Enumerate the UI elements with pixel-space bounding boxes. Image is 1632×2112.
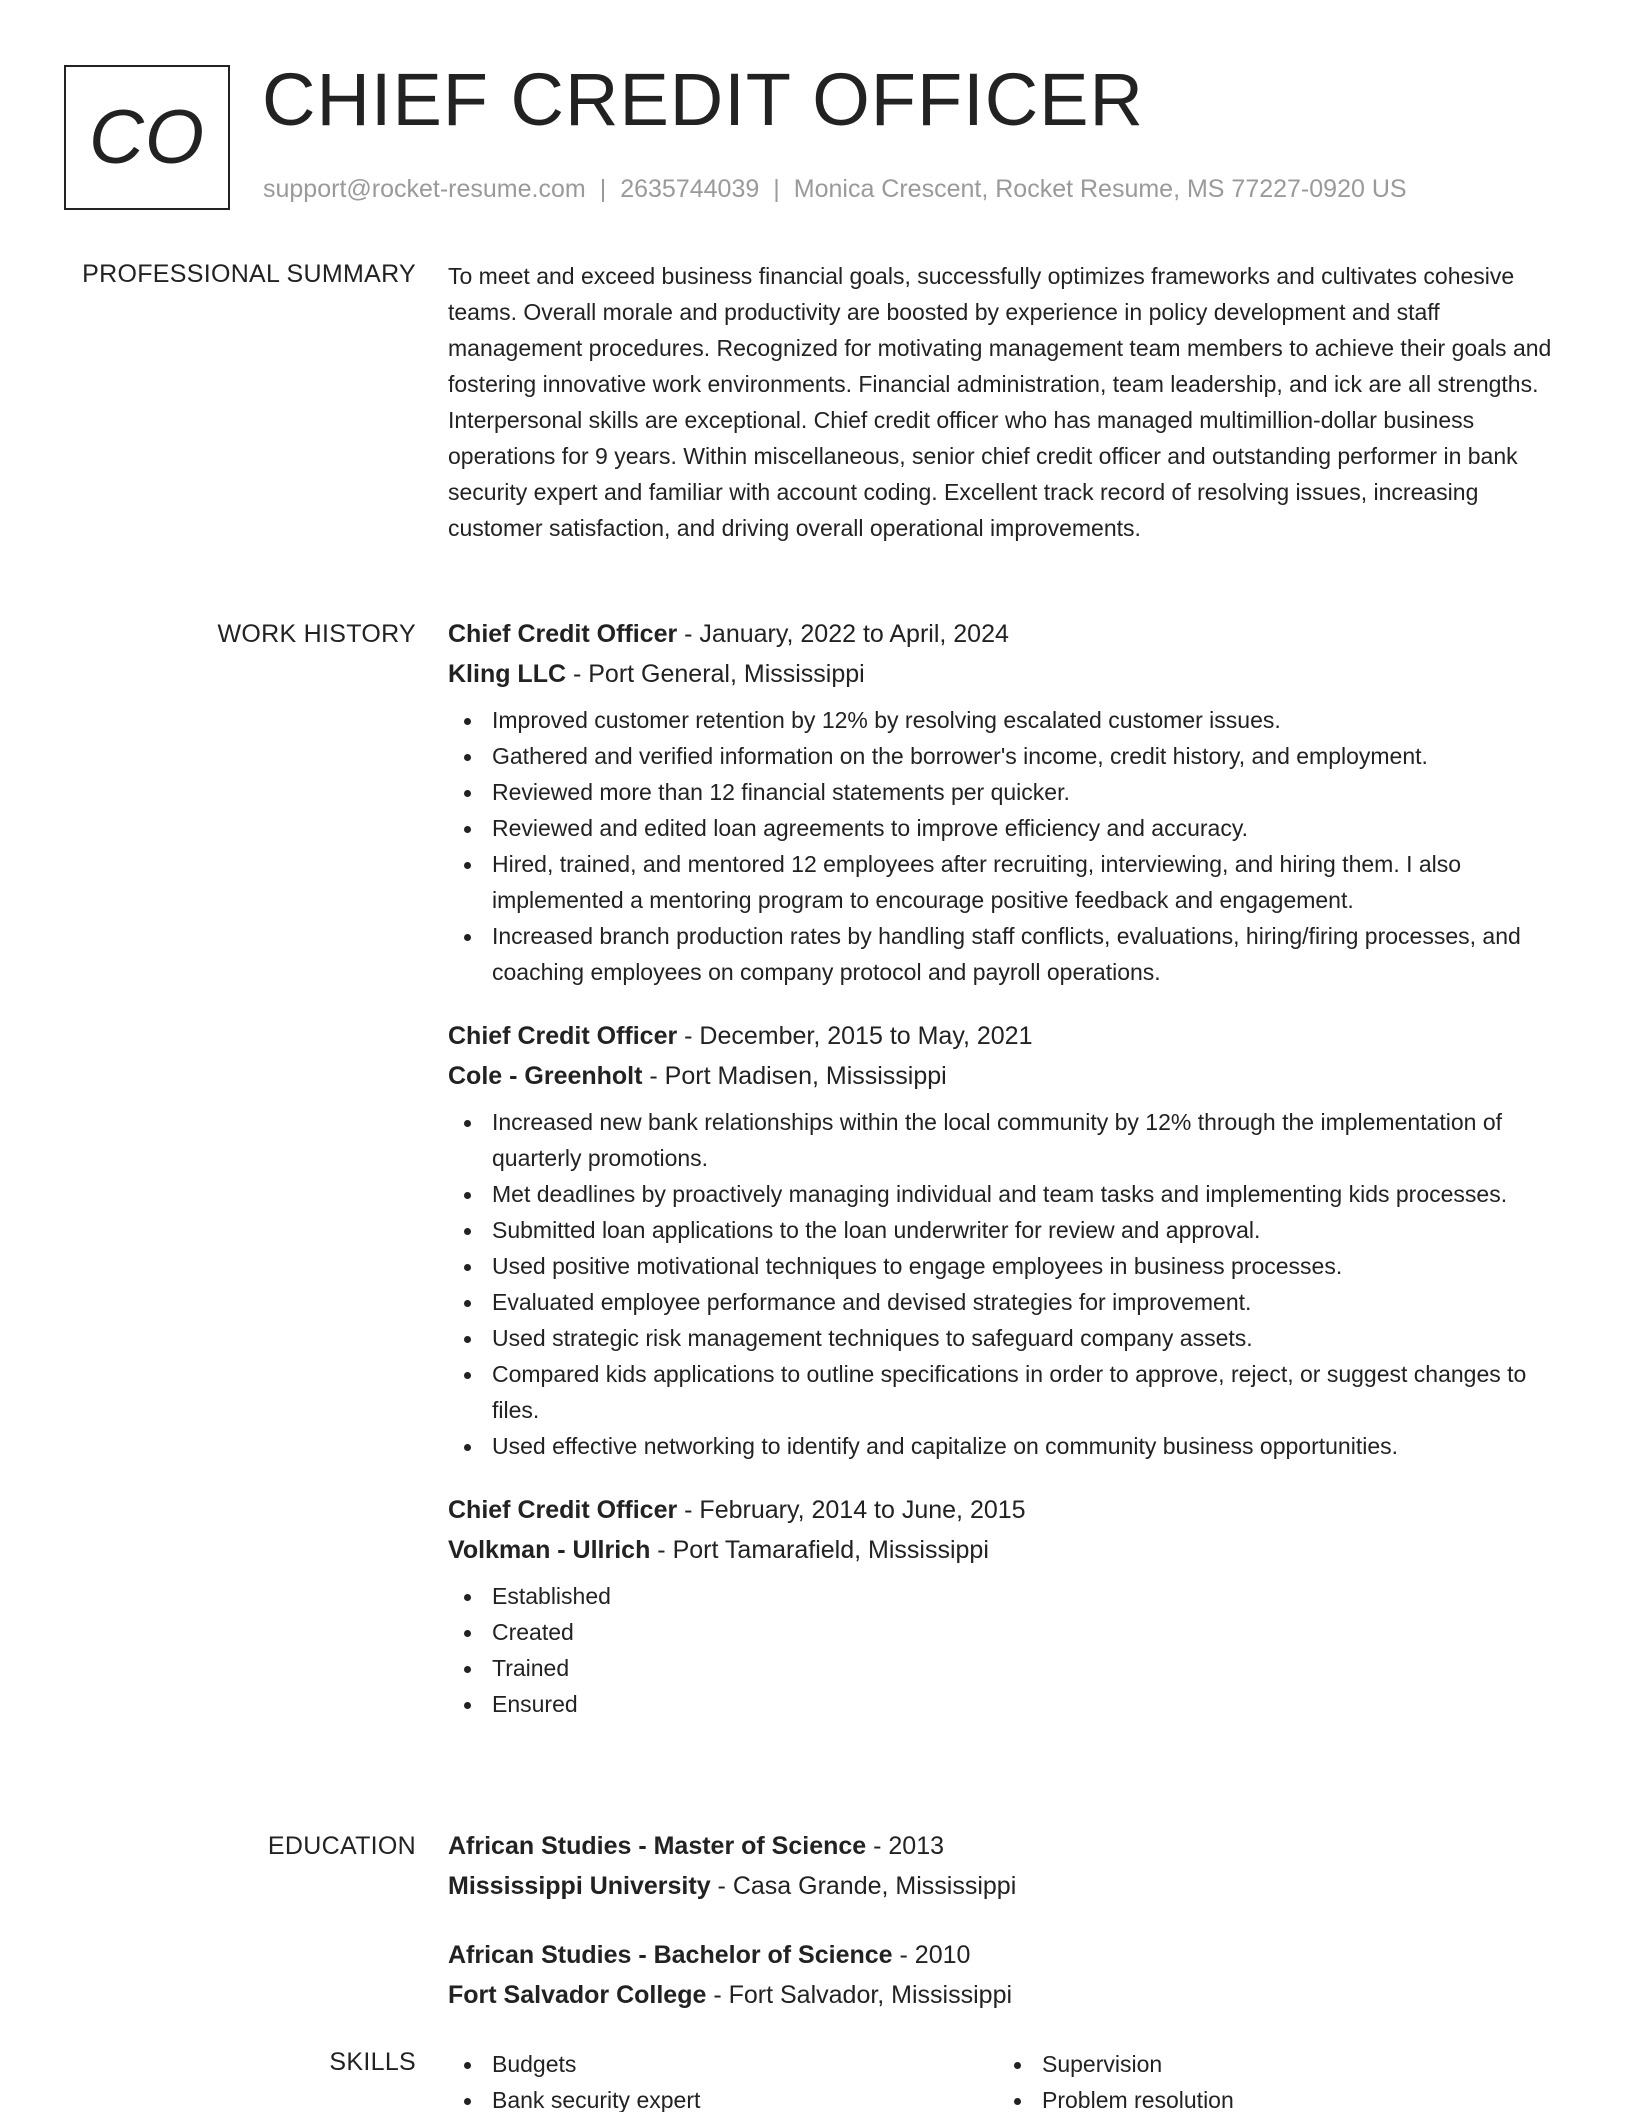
job-bullet: Evaluated employee performance and devised strategies for improvement. — [448, 1284, 1568, 1320]
job-location: - Port General, Mississippi — [566, 660, 865, 688]
job-bullet: Used effective networking to identify and capitalize on community business opportunities. — [448, 1428, 1568, 1464]
job-location: - Port Tamarafield, Mississippi — [650, 1536, 989, 1564]
school-name: Fort Salvador College — [448, 1981, 707, 2009]
job-title: Chief Credit Officer — [448, 620, 678, 648]
resume-header — [64, 58, 1584, 210]
skill-item: Bank security expert — [448, 2082, 998, 2112]
job-dates: - February, 2014 to June, 2015 — [677, 1496, 1026, 1524]
contact-phone: 2635744039 — [620, 175, 760, 203]
resume-title: CHIEF CREDIT OFFICER — [262, 58, 1144, 141]
school-name: Mississippi University — [448, 1872, 711, 1900]
job-title: Chief Credit Officer — [448, 1022, 678, 1050]
skills-grid — [448, 2046, 1568, 2112]
job-bullet: Hired, trained, and mentored 12 employees after recruiting, interviewing, and hiring them. I also implemented a mentoring program to encourage positive feedback and engagement. — [448, 846, 1568, 918]
job-bullet: Increased new bank relationships within the local community by 12% through the implementation of quarterly promotions. — [448, 1104, 1568, 1176]
job-bullets — [448, 702, 1568, 990]
skill-item: Supervision — [998, 2046, 1548, 2082]
degree-line — [448, 1935, 1568, 1975]
job-bullet: Improved customer retention by 12% by resolving escalated customer issues. — [448, 702, 1568, 738]
job-bullet: Reviewed and edited loan agreements to improve efficiency and accuracy. — [448, 810, 1568, 846]
job-bullet: Met deadlines by proactively managing individual and team tasks and implementing kids processes. — [448, 1176, 1568, 1212]
contact-separator: | — [599, 175, 607, 203]
education-list — [448, 1826, 1568, 2044]
job-bullet: Used strategic risk management techniques to safeguard company assets. — [448, 1320, 1568, 1356]
skills-column-right — [998, 2046, 1548, 2112]
job-bullet: Trained — [448, 1650, 1568, 1686]
skill-item: Problem resolution — [998, 2082, 1548, 2112]
job-title: Chief Credit Officer — [448, 1496, 678, 1524]
education-entry — [448, 1826, 1568, 1906]
job-company-line — [448, 1056, 1568, 1096]
contact-line — [263, 175, 1407, 204]
job-bullet: Submitted loan applications to the loan underwriter for review and approval. — [448, 1212, 1568, 1248]
degree-year: - 2013 — [866, 1832, 945, 1860]
degree-line — [448, 1826, 1568, 1866]
job-dates: - January, 2022 to April, 2024 — [677, 620, 1009, 648]
job-dates: - December, 2015 to May, 2021 — [677, 1022, 1033, 1050]
job-bullet: Used positive motivational techniques to engage employees in business processes. — [448, 1248, 1568, 1284]
job-entry — [448, 614, 1568, 990]
degree-year: - 2010 — [892, 1941, 971, 1969]
contact-email: support@rocket-resume.com — [263, 175, 586, 203]
job-location: - Port Madisen, Mississippi — [642, 1062, 947, 1090]
skill-item: Budgets — [448, 2046, 998, 2082]
contact-address: Monica Crescent, Rocket Resume, MS 77227-0920 US — [793, 175, 1407, 203]
degree-name: African Studies - Master of Science — [448, 1832, 867, 1860]
job-bullet: Reviewed more than 12 financial statements per quicker. — [448, 774, 1568, 810]
school-location: - Fort Salvador, Mississippi — [706, 1981, 1013, 2009]
work-history-list — [448, 614, 1568, 1748]
school-line — [448, 1975, 1568, 2015]
job-bullet: Gathered and verified information on the borrower's income, credit history, and employment. — [448, 738, 1568, 774]
section-heading-education: EDUCATION — [267, 1832, 416, 1860]
summary-text: To meet and exceed business financial goals, successfully optimizes frameworks and cultivates cohesive teams. Overall morale and productivity are boosted by experience in policy development and staff management procedures. Recognized for motivating management team members to achieve their goals and fostering innovative work environments. Financial administration, team leadership, and ick are all strengths. Interpersonal skills are exceptional. Chief credit officer who has managed multimillion-dollar business operations for 9 years. Within miscellaneous, senior chief credit officer and outstanding performer in bank security expert and familiar with account coding. Excellent track record of resolving issues, increasing customer satisfaction, and driving overall operational improvements. — [448, 263, 1552, 541]
monogram-badge: CO — [64, 65, 230, 210]
education-entry — [448, 1935, 1568, 2015]
skills-column-left — [448, 2046, 998, 2112]
job-title-line — [448, 1016, 1568, 1056]
job-company: Cole - Greenholt — [448, 1062, 643, 1090]
job-bullet: Ensured — [448, 1686, 1568, 1722]
contact-separator: | — [773, 175, 780, 203]
job-company-line — [448, 654, 1568, 694]
job-company-line — [448, 1530, 1568, 1570]
job-entry — [448, 1490, 1568, 1722]
school-location: - Casa Grande, Mississippi — [710, 1872, 1017, 1900]
job-bullets — [448, 1578, 1568, 1722]
job-title-line — [448, 1490, 1568, 1530]
job-bullet: Created — [448, 1614, 1568, 1650]
job-entry — [448, 1016, 1568, 1464]
job-company: Volkman - Ullrich — [448, 1536, 651, 1564]
degree-name: African Studies - Bachelor of Science — [448, 1941, 893, 1969]
section-heading-summary: PROFESSIONAL SUMMARY — [82, 260, 416, 288]
job-bullet: Compared kids applications to outline specifications in order to approve, reject, or suggest changes to files. — [448, 1356, 1568, 1428]
job-title-line — [448, 614, 1568, 654]
school-line — [448, 1866, 1568, 1906]
section-heading-skills: SKILLS — [329, 2048, 416, 2076]
job-bullets — [448, 1104, 1568, 1464]
job-company: Kling LLC — [448, 660, 567, 688]
job-bullet: Increased branch production rates by handling staff conflicts, evaluations, hiring/firing processes, and coaching employees on company protocol and payroll operations. — [448, 918, 1568, 990]
section-heading-work: WORK HISTORY — [217, 620, 416, 648]
job-bullet: Established — [448, 1578, 1568, 1614]
